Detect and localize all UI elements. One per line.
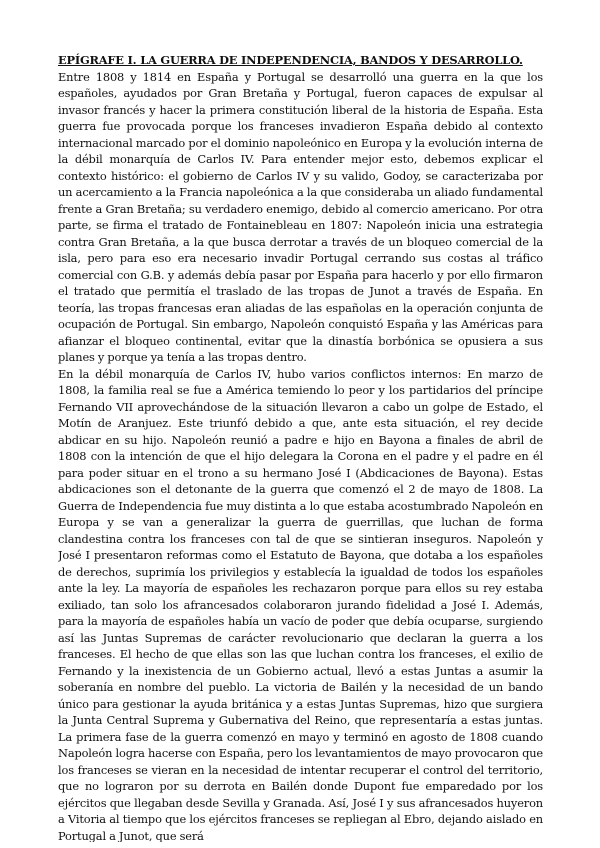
paragraph-conflicts: En la débil monarquía de Carlos IV, hubo varios conflictos internos: En marzo de 1808, la familia real se fue a América temiendo lo peor y los partidarios del príncipe Fernando VII aprovechándose de la situación llevaron a cabo un golpe de Estado, el Motín de Aranjuez. Este triunfó debido a que, ante esta situación, el rey decide abdicar en su hijo. Napoleón reunió a padre e hijo en Bayona a finales de abril de 1808 con la intención de que el hijo delegara la Corona en el padre y el padre en él para poder situar en el trono a su hermano José I (Abdicaciones de Bayona). Estas abdicaciones son el detonante de la guerra que comenzó el 2 de mayo de 1808. La Guerra de Independencia fue muy distinta a lo que estaba acostumbrado Napoleón en Europa y se van a generalizar la guerra de guerrillas, que luchan de forma clandestina contra los franceses con tal de que se sintieran inseguros. Napoleón y José I presentaron reformas como el Estatuto de Bayona, que dotaba a los españoles de derechos, suprimía los privilegios y establecía la igualdad de todos los españoles ante la ley. La mayoría de españoles les rechazaron porque para ellos su rey estaba exiliado, tan solo los afrancesados colaboraron jurando fidelidad a José I. Además, para la mayoría de españoles había un vacío de poder que debía ocuparse, surgiendo así las Juntas Supremas de carácter revolucionario que declaran la guerra a los franceses. El hecho de que ellas son las que luchan contra los franceses, el exilio de Fernando y la inexistencia de un Gobierno actual, llevó a estas Juntas a asumir la soberanía en nombre del pueblo. La victoria de Bailén y la necesidad de un bando único para gestionar la ayuda británica y a estas Juntas Supremas, hizo que surgiera la Junta Central Suprema y Gubernativa del Reino, que representaría a estas juntas. La primera fase de la guerra comenzó en mayo y terminó en agosto de 1808 cuando Napoleón logra hacerse con España, pero los levantamientos de mayo provocaron que los franceses se vieran en la necesidad de intentar recuperar el control del territorio, que no lograron por su derrota en Bailén donde Dupont fue emparedado por los ejércitos que llegaban desde Sevilla y Granada. Así, José I y sus afrancesados huyeron a Vitoria al tiempo que los ejércitos franceses se repliegan al Ebro, dejando aislado en Portugal a Junot, que será	[58, 366, 543, 842]
document-heading: EPÍGRAFE I. LA GUERRA DE INDEPENDENCIA, BANDOS Y DESARROLLO.	[58, 53, 523, 67]
document-page	[58, 52, 543, 842]
paragraph-context: Entre 1808 y 1814 en España y Portugal se desarrolló una guerra en la que los españoles, ayudados por Gran Bretaña y Portugal, fueron capaces de expulsar al invasor francés y hacer la primera constitución liberal de la historia de España. Esta guerra fue provocada porque los franceses invadieron España debido al contexto internacional marcado por el dominio napoleónico en Europa y la evolución interna de la débil monarquía de Carlos IV. Para entender mejor esto, debemos explicar el contexto histórico: el gobierno de Carlos IV y su valido, Godoy, se caracterizaba por un acercamiento a la Francia napoleónica a la que consideraba un aliado fundamental frente a Gran Bretaña; su verdadero enemigo, debido al comercio americano. Por otra parte, se firma el tratado de Fontainebleau en 1807: Napoleón inicia una estrategia contra Gran Bretaña, a la que busca derrotar a través de un bloqueo comercial de la isla, pero para eso era necesario invadir Portugal cerrando sus costas al tráfico comercial con G.B. y además debía pasar por España para hacerlo y por ello firmaron el tratado que permitía el traslado de las tropas de Junot a través de España. En teoría, las tropas francesas eran aliadas de las españolas en la operación conjunta de ocupación de Portugal. Sin embargo, Napoleón conquistó España y las Américas para afianzar el bloqueo continental, evitar que la dinastía borbónica se opusiera a sus planes y porque ya tenía a las tropas dentro.	[58, 69, 543, 364]
